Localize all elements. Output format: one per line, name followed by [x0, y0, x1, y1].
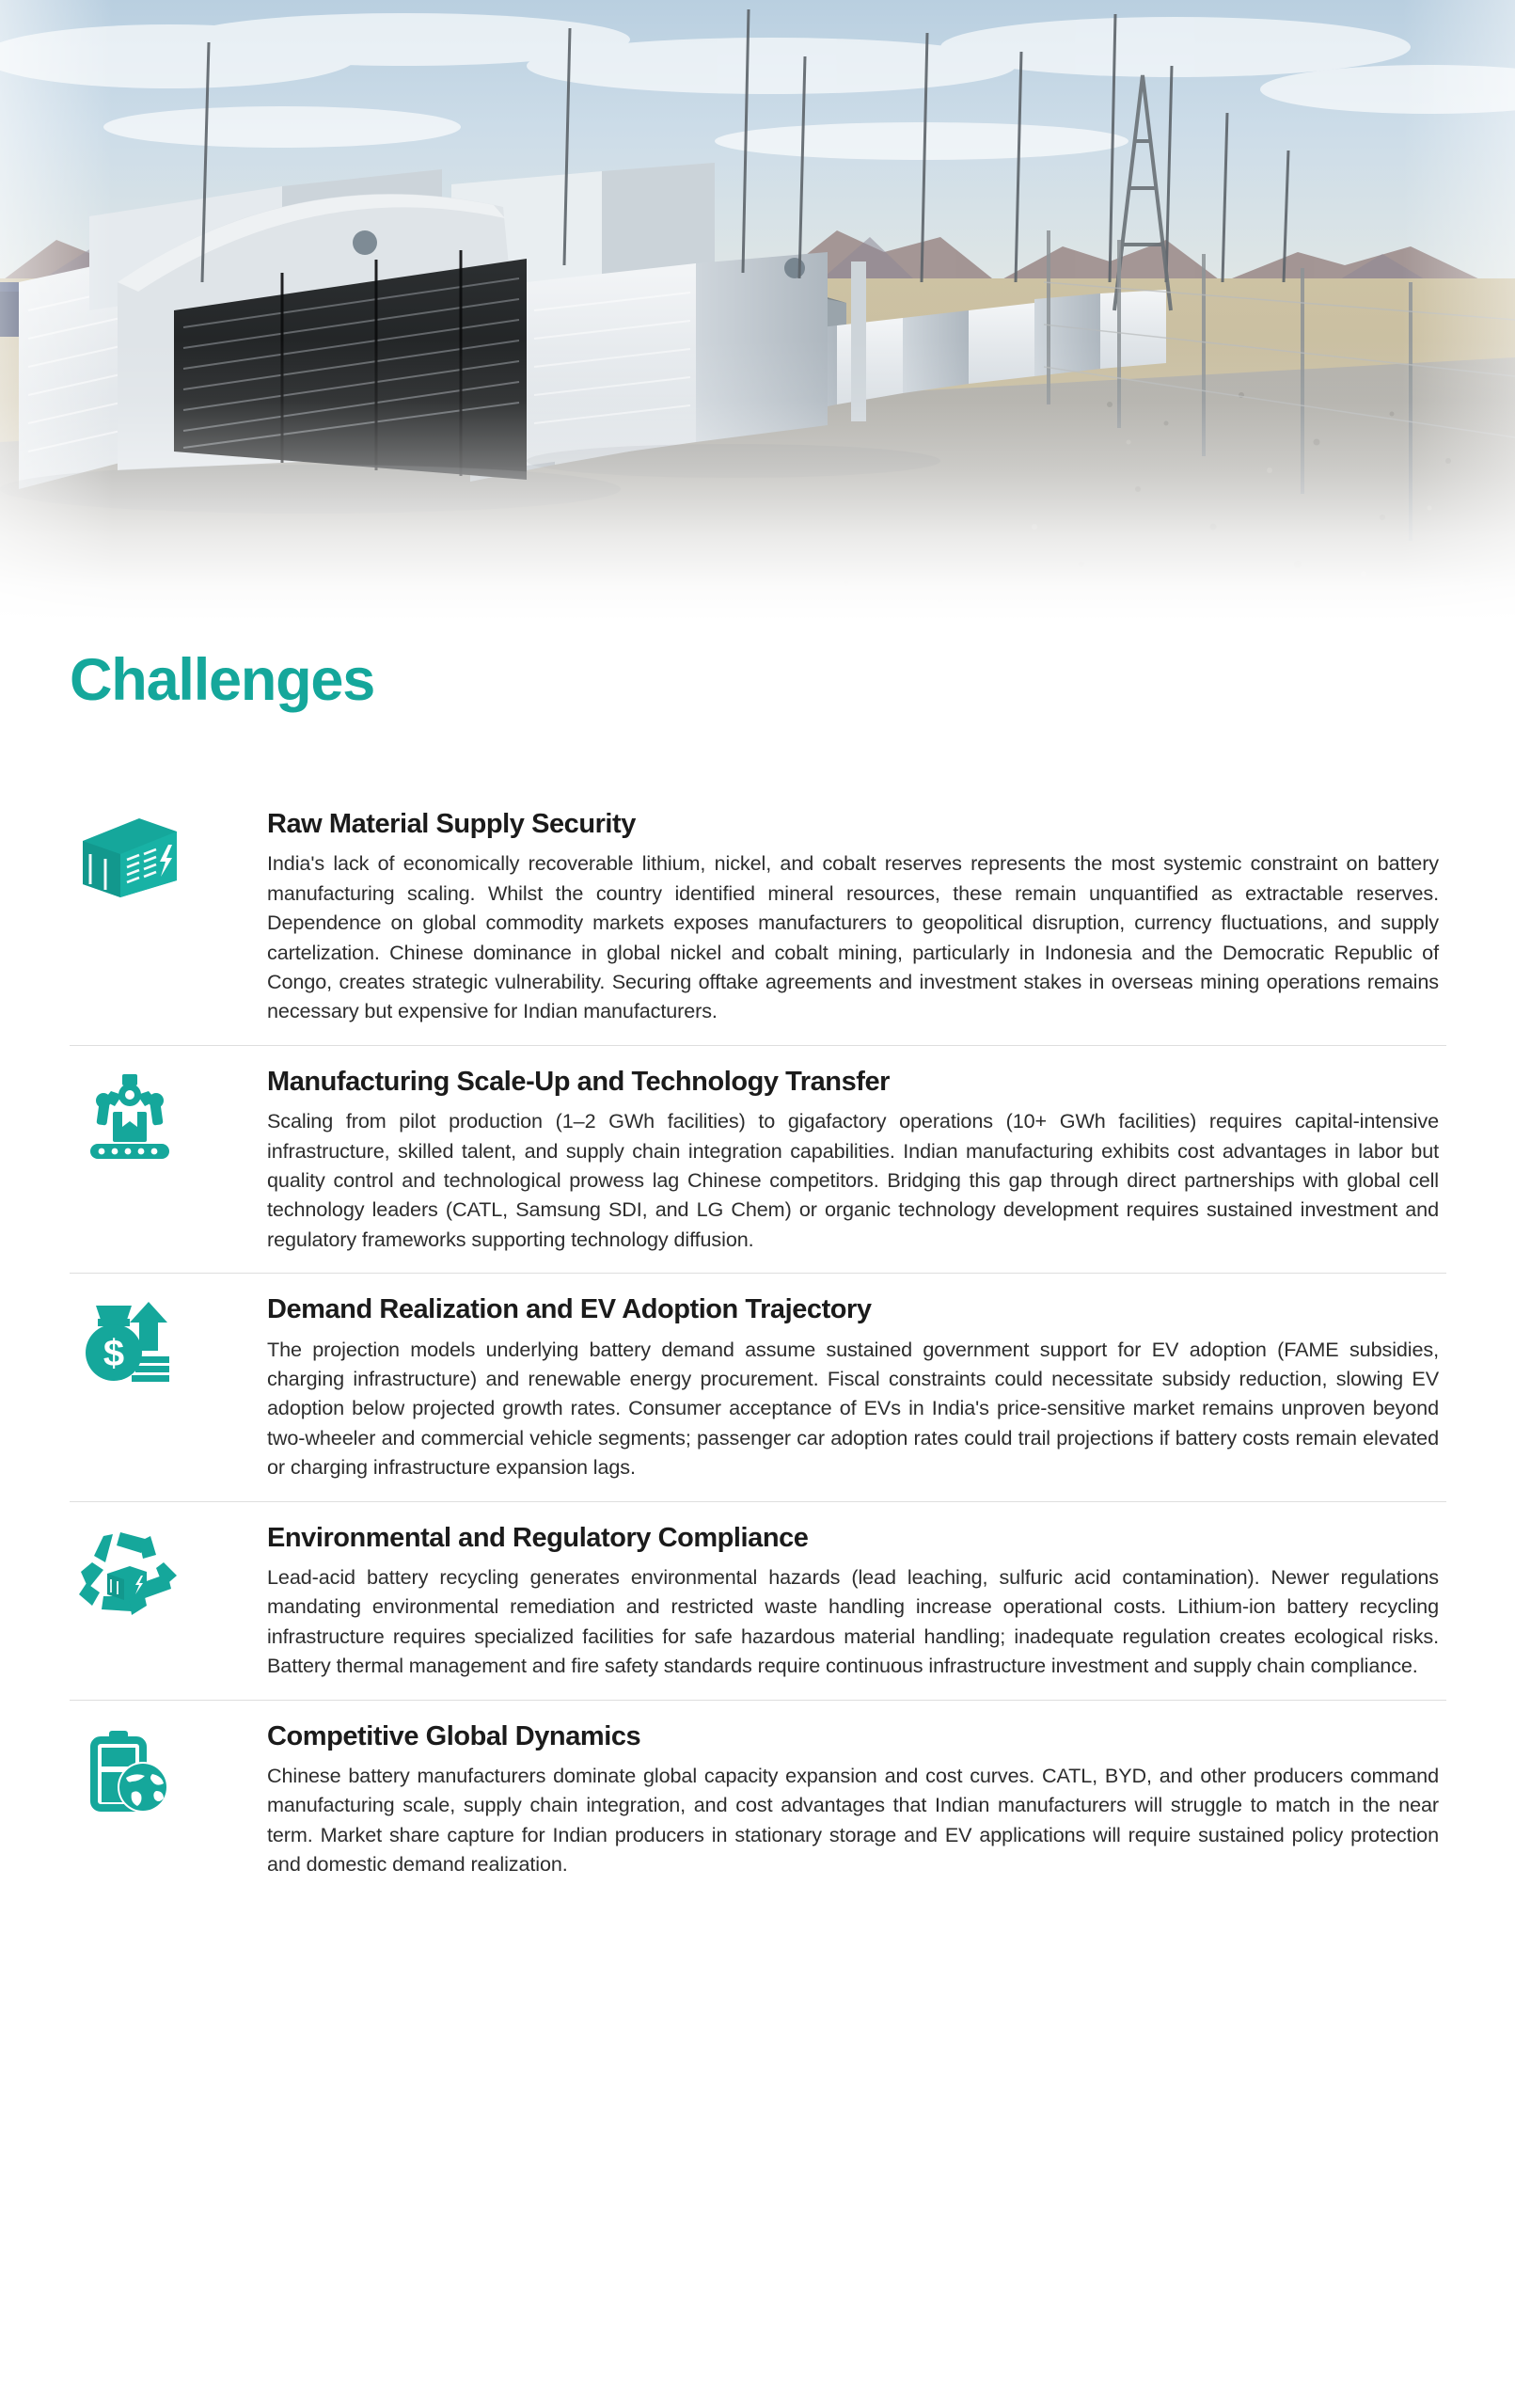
svg-text:$: $: [103, 1333, 125, 1375]
challenge-item: [70, 788, 1446, 1046]
challenge-body: Chinese battery manufacturers dominate global capacity expansion and cost curves. CATL, BYD, and other producers command manufacturing scale, supply chain integration, and cost advantages that Indian manufacturers will struggle to match in the near term. Market share capture for Indian producers in stationary storage and EV applications will require sustained policy protection and domestic demand realization.: [267, 1763, 1439, 1877]
challenge-body: Scaling from pilot production (1–2 GWh facilities) to gigafactory operations (10+ GWh facilities) requires capital-intensive infrastructure, skilled talent, and supply chain integration capabilities. Indian manufacturing exhibits cost advantages in labor but quality control and technological prowess lag Chinese competitors. Bridging this gap through direct partnerships with global cell technology leaders (CATL, Samsung SDI, and LG Chem) or organic technology development requires sustained investment and regulatory frameworks supporting technology diffusion.: [267, 1109, 1439, 1251]
icon-cell: [70, 1067, 267, 1161]
battery-globe-icon: [77, 1725, 182, 1815]
text-cell: [267, 1523, 1446, 1681]
challenge-title: Manufacturing Scale-Up and Technology Transfer: [267, 1066, 890, 1097]
challenge-title: Environmental and Regulatory Compliance: [267, 1522, 809, 1553]
challenge-title: Competitive Global Dynamics: [267, 1720, 641, 1751]
text-cell: [267, 1721, 1446, 1879]
icon-cell: [70, 1523, 267, 1617]
challenge-body: The projection models underlying battery demand assume sustained government support for EV adoption (FAME subsidies, charging infrastructure) and renewable energy procurement. Fiscal constraints could necessitate subsidy reduction, slowing EV adoption below projected growth rates. Consumer acceptance of EVs in India's price-sensitive market remains unproven beyond two-wheeler and commercial vehicle segments; passenger car adoption rates could trail projections if battery costs remain elevated or charging infrastructure expansion lags.: [267, 1337, 1439, 1480]
challenge-body: India's lack of economically recoverable lithium, nickel, and cobalt reserves represents the most systemic constraint on battery manufacturing scaling. Whilst the country identified mineral resources, these remain unquantified as extractable reserves. Dependence on global commodity markets exposes manufacturers to geopolitical disruption, currency fluctuations, and supply cartelization. Chinese dominance in global nickel and cobalt mining, particularly in Indonesia and the Democratic Republic of Congo, creates strategic vulnerability. Securing offtake agreements and investment stakes in overseas mining operations remains necessary but expensive for Indian manufacturers.: [267, 851, 1439, 1023]
icon-cell: [70, 1294, 267, 1388]
challenge-title: Demand Realization and EV Adoption Trajectory: [267, 1294, 872, 1325]
challenge-item: [70, 1502, 1446, 1701]
battery-container-icon: [77, 813, 182, 903]
challenges-list: [70, 788, 1446, 1897]
money-bag-growth-icon: [77, 1298, 182, 1388]
challenge-item: [70, 1701, 1446, 1898]
text-cell: [267, 1294, 1446, 1481]
challenge-body: Lead-acid battery recycling generates environmental hazards (lead leaching, sulfuric acid contamination). Newer regulations mandating environmental remediation and restricted waste handling increase operational costs. Lithium-ion battery recycling infrastructure requires specialized facilities for safe hazardous material handling; inadequate regulation creates ecological risks. Battery thermal management and fire safety standards require continuous infrastructure investment and supply chain compliance.: [267, 1564, 1439, 1678]
text-cell: [267, 1067, 1446, 1254]
challenge-item: [70, 1046, 1446, 1274]
challenge-item: [70, 1274, 1446, 1501]
hero-illustration: [0, 0, 1515, 621]
text-cell: [267, 809, 1446, 1026]
icon-cell: [70, 809, 267, 903]
recycle-battery-icon: [77, 1527, 182, 1617]
factory-robot-conveyor-icon: [77, 1070, 182, 1161]
hero-image: [0, 0, 1515, 621]
page-title: Challenges: [70, 647, 375, 713]
challenge-title: Raw Material Supply Security: [267, 809, 636, 839]
icon-cell: [70, 1721, 267, 1815]
